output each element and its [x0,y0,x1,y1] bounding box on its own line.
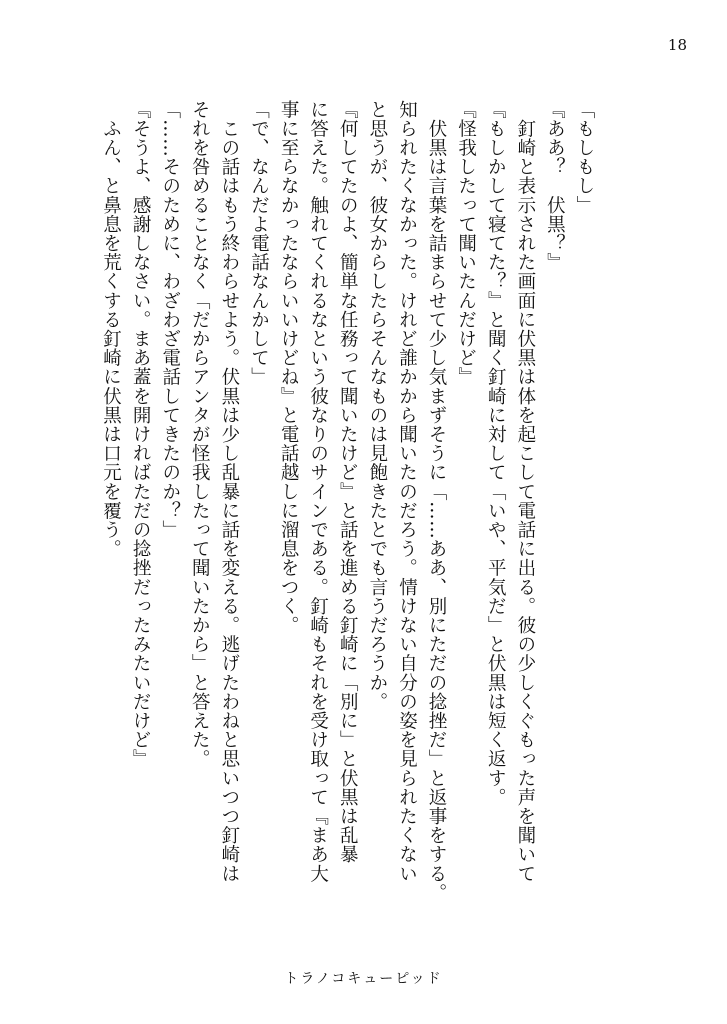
book-title: トラノコキューピッド [284,971,443,987]
text-line: 伏黒は言葉を詰まらせて少し気まずそうに「……ああ、別にただの捻挫だ」と返事をする。 [426,100,448,903]
text-line: に答えた。触れてくれるなという彼なりのサインである。釘崎もそれを受け取って『まあ大 [307,100,329,884]
text-line: 『もしかして寝てた？』と聞く釘崎に対して「いや、平気だ」と伏黒は短く返す。 [485,100,507,807]
page-number: 18 [667,36,687,54]
text-line: 『何してたのよ、簡単な任務って聞いたけど』と話を進める釘崎に「別に」と伏黒は乱暴 [337,100,359,864]
text-line: ふん、と鼻息を荒くする釘崎に伏黒は口元を覆う。 [100,100,122,559]
text-line: 事に至らなかったならいいけどね』と電話越しに溜息をつく。 [278,100,300,635]
text-line: 「……そのために、わざわざ電話してきたのか？」 [159,100,181,540]
text-line: 知られたくなかった。けれど誰かから聞いたのだろう。情けない自分の姿を見られたくない [396,100,418,884]
text-line: それを咎めることなく「だからアンタが怪我したって聞いたから」と答えた。 [189,100,211,769]
text-line: 釘崎と表示された画面に伏黒は体を起こして電話に出る。彼の少しくぐもった声を聞いて [514,100,536,884]
text-line: 「もしもし」 [574,100,595,215]
text-line: 『そうよ、感謝しなさい。まあ蓋を開ければただの捻挫だったみたいだけど』 [130,100,152,769]
text-line: 『怪我したって聞いたんだけど』 [455,100,477,387]
text-line: 『ああ？ 伏黒？』 [544,100,566,272]
body-text [96,100,599,960]
text-line: この話はもう終わらせよう。伏黒は少し乱暴に話を変える。逃げたわねと思いつつ釘崎は [218,100,240,884]
text-line: と思うが、彼女からしたらそんなものは見飽きたとでも言うだろうか。 [366,100,388,712]
text-line: 「で、なんだよ電話なんかして」 [248,100,270,387]
